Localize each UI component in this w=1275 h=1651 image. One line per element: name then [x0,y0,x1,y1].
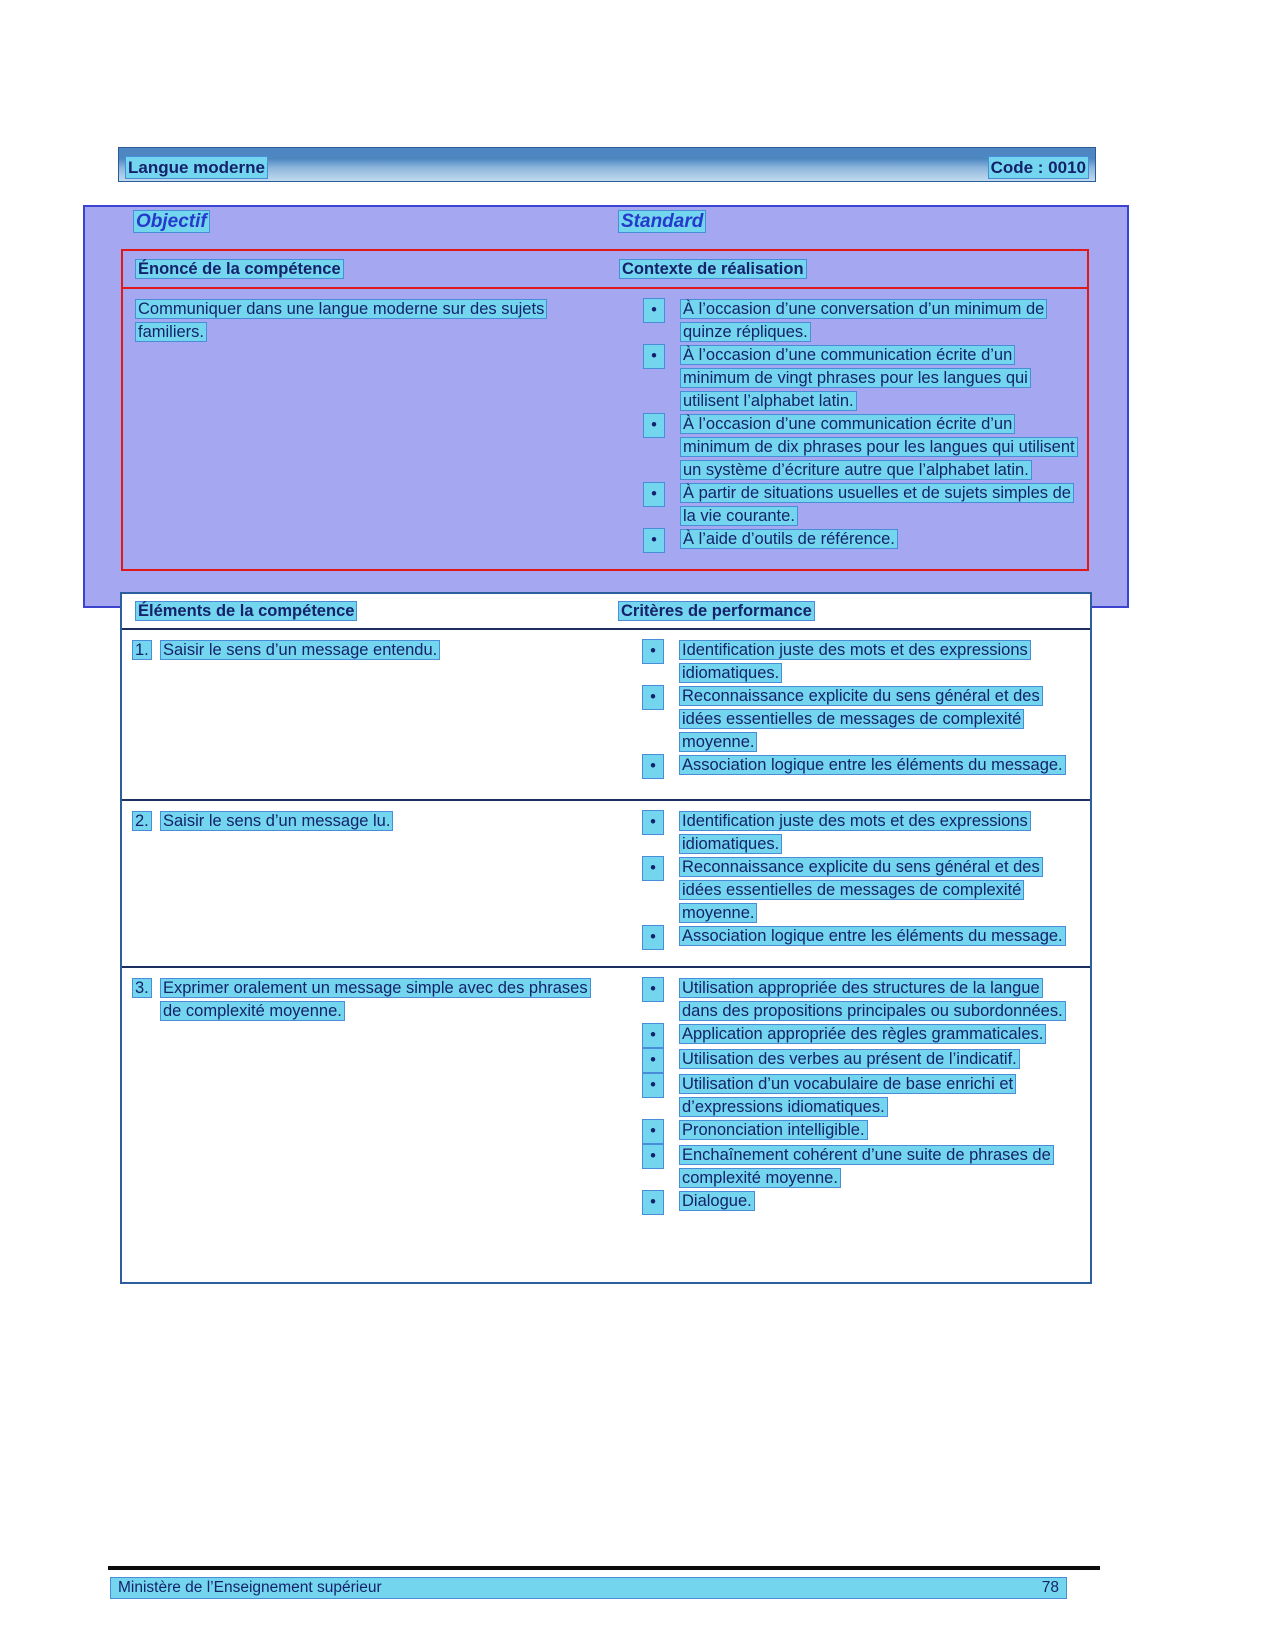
footer-ministry: Ministère de l’Enseignement supérieur [118,1579,382,1596]
enonce-text: Communiquer dans une langue moderne sur des sujets familiers. [135,299,547,342]
criterion-text: Utilisation appropriée des structures de la langue dans des propositions principales ou subordonnées. [679,978,1066,1021]
context-item [606,413,1087,482]
competence-table-body [123,289,1087,553]
bullet-icon: • [643,344,665,369]
criterion-item [605,1073,1090,1119]
objectif-standard-panel [83,205,1129,608]
bullet-icon: • [642,639,664,664]
bullet-icon: • [642,1190,664,1215]
elements-header: Éléments de la compétence [135,601,357,621]
bullet-icon: • [643,413,665,438]
context-item-text: À l’occasion d’une communication écrite d’un minimum de dix phrases pour les langues qui utilisent un système d’écriture autre que l’alphabet latin. [680,414,1078,480]
criterion-item [605,1048,1090,1073]
criterion-text: Utilisation d’un vocabulaire de base enrichi et d’expressions idiomatiques. [679,1074,1016,1117]
enonce-header: Énoncé de la compétence [135,259,344,279]
context-item-text: À l’aide d’outils de référence. [680,529,898,549]
element-text: Saisir le sens d’un message lu. [160,811,393,831]
criterion-text: Utilisation des verbes au présent de l’indicatif. [679,1049,1020,1069]
bullet-icon: • [642,1073,664,1098]
context-item-text: À l’occasion d’une communication écrite d’un minimum de vingt phrases pour les langues qui utilisent l’alphabet latin. [680,345,1031,411]
criterion-text: Reconnaissance explicite du sens général et des idées essentielles de messages de complexité moyenne. [679,857,1043,923]
criteria-list [605,977,1090,1215]
criterion-text: Identification juste des mots et des expressions idiomatiques. [679,811,1031,854]
bullet-icon: • [642,925,664,950]
element-row [122,630,1090,799]
criterion-item [605,1119,1090,1144]
context-item-text: À partir de situations usuelles et de sujets simples de la vie courante. [680,483,1074,526]
footer-bar [110,1577,1067,1599]
bullet-icon: • [642,1023,664,1048]
criterion-item [605,925,1090,950]
context-item [606,298,1087,344]
bullet-icon: • [642,977,664,1002]
criterion-item [605,977,1090,1023]
standard-label: Standard [618,210,706,233]
criterion-item [605,754,1090,779]
criterion-text: Enchaînement cohérent d’une suite de phrases de complexité moyenne. [679,1145,1054,1188]
row-number: 3. [132,978,152,998]
criterion-item [605,1023,1090,1048]
bullet-icon: • [642,1144,664,1169]
bullet-icon: • [643,298,665,323]
criterion-text: Identification juste des mots et des expressions idiomatiques. [679,640,1031,683]
bullet-icon: • [642,1119,664,1144]
criterion-item [605,685,1090,754]
context-item-text: À l’occasion d’une conversation d’un minimum de quinze répliques. [680,299,1047,342]
bullet-icon: • [642,685,664,710]
criterion-text: Association logique entre les éléments du message. [679,755,1066,775]
row-number: 1. [132,640,152,660]
objectif-label: Objectif [133,210,210,233]
context-item [606,482,1087,528]
element-row [122,966,1090,1266]
row-number: 2. [132,811,152,831]
criterion-text: Association logique entre les éléments du message. [679,926,1066,946]
context-list [606,298,1087,553]
bullet-icon: • [642,754,664,779]
footer-page-number: 78 [1041,1579,1059,1596]
document-code: Code : 0010 [988,156,1089,179]
criterion-item [605,856,1090,925]
footer-divider [108,1566,1100,1570]
criteres-header: Critères de performance [618,601,815,621]
bullet-icon: • [642,1048,664,1073]
element-row [122,799,1090,966]
document-title: Langue moderne [125,156,268,179]
criteria-list [605,639,1090,779]
bullet-icon: • [643,528,665,553]
criterion-item [605,1144,1090,1190]
elements-table [120,592,1092,1284]
document-header-bar [118,147,1096,182]
bullet-icon: • [642,810,664,835]
element-text: Exprimer oralement un message simple avec des phrases de complexité moyenne. [160,978,591,1021]
element-text: Saisir le sens d’un message entendu. [160,640,440,660]
bullet-icon: • [643,482,665,507]
bullet-icon: • [642,856,664,881]
criterion-text: Reconnaissance explicite du sens général et des idées essentielles de messages de complexité moyenne. [679,686,1043,752]
competence-table [121,249,1089,571]
criterion-text: Prononciation intelligible. [679,1120,868,1140]
competence-table-header [123,251,1087,289]
criterion-text: Dialogue. [679,1191,755,1211]
contexte-header: Contexte de réalisation [619,259,807,279]
criterion-item [605,1190,1090,1215]
criterion-text: Application appropriée des règles grammaticales. [679,1024,1046,1044]
criterion-item [605,810,1090,856]
criterion-item [605,639,1090,685]
context-item [606,528,1087,553]
context-item [606,344,1087,413]
elements-table-header [122,594,1090,630]
criteria-list [605,810,1090,950]
